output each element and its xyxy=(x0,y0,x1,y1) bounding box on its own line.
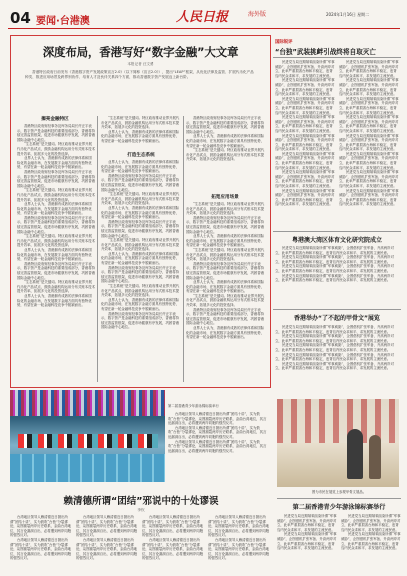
lower-col-4: 台湾地区领导人赖清德近日抛出所谓“团结十讲”，实为鼓吹“台独”分裂谬论，妄图割裂两岸历史联系，歪曲台湾地位，其言论漏洞百出，必将遭到两岸同胞的强烈反对。 台湾地区领导人赖清德近日抛出所谓“团结十讲”，实为鼓吹“台独”分裂谬论，妄图割裂两岸历史联系，歪曲台湾地位，其言论漏洞百出，必将遭到两岸同胞的强烈反对。 xyxy=(208,515,270,561)
section-title-1: 擦亮金融特区 xyxy=(41,117,69,122)
pool-water xyxy=(10,454,165,482)
swim-caption-body: 台湾地区领导人赖清德近日抛出所谓“团结十讲”，实为鼓吹“台独”分裂谬论，妄图割裂两岸历史联系，歪曲台湾地位，其言论漏洞百出，必将遭到两岸同胞的强烈反对。 台湾地区领导人赖清德近日抛出所谓“团结十讲”，实为鼓吹“台独”分裂谬论，妄图割裂两岸历史联系，歪曲台湾地位，其言论漏洞百出，必将遭到两岸同胞的强烈反对。 台湾地区领导人赖清德近日抛出所谓“团结十讲”，实为鼓吹“台独”分裂谬论，妄图割裂两岸历史联系，歪曲台湾地位，其言论漏洞百出，必将遭到两岸同胞的强烈反对。 xyxy=(168,412,267,453)
lead-column-3b: “生态系统”是关键词。特区政府推动业界开展代币化产品试点，鼓励金融机构运用分布式账本技术提升效率，拓展多元化的投资选择。 香港特区政府财经事务及库务局局长许正宇表示，数字资产是金融科技的重要组成部分，香港将持续完善监管框架，促进市场健康有序发展，巩固香港国际金融中心地位。 业界人士认为，香港拥有成熟的法律体系和国际化的金融市场，在发展数字金融方面具有独特优势，有望在新一轮金融科技竞争中脱颖而出。 “生态系统”是关键词。特区政府推动业界开展代币化产品试点，鼓励金融机构运用分布式账本技术提升效率，拓展多元化的投资选择。 香港特区政府财经事务及库务局局长许正宇表示，数字资产是金融科技的重要组成部分，香港将持续完善监管框架，促进市场健康有序发展，巩固香港国际金融中心地位。 业界人士认为，香港拥有成熟的法律体系和国际化的金融市场，在发展数字金融方面具有独特优势，有望在新一轮金融科技竞争中脱颖而出。 “生态系统”是关键词。特区政府推动业界开展代币化产品试点，鼓励金融机构运用分布式账本技术提升效率，拓展多元化的投资选择。 香港特区政府财经事务及库务局局长许正宇表示，数字资产是金融科技的重要组成部分，香港将持续完善监管框架，促进市场健康有序发展，巩固香港国际金融中心地位。 业界人士认为，香港拥有成熟的法律体系和国际化的金融市场，在发展数字金融方面具有独特优势，有望在新一轮金融科技竞争中脱颖而出。 xyxy=(186,202,265,340)
lead-column-3: 香港特区政府财经事务及库务局局长许正宇表示，数字资产是金融科技的重要组成部分，香港将持续完善监管框架，促进市场健康有序发展，巩固香港国际金融中心地位。 业界人士认为，香港拥有成熟的法律体系和国际化的金融市场，在发展数字金融方面具有独特优势，有望在新一轮金融科技竞争中脱颖而出。 “生态系统”是关键词。特区政府推动业界开展代币化产品试点，鼓励金融机构运用分布式账本技术提升效率，拓展多元化的投资选择。 xyxy=(186,116,265,162)
lead-story-box xyxy=(10,35,271,388)
sidebar-rule-2 xyxy=(273,231,401,232)
swim-photo-caption: 第二届香港青少年游泳锦标赛举行 xyxy=(168,404,219,408)
exhibition-caption: 图为市民在展览上参观甲骨文展品。 xyxy=(311,490,367,494)
lead-intro: 香港特区政府日前发布《香港数字资产发展政策宣言2.0》（以下简称《宣言2.0》），提出“LEAP”框架，从优化法律及监管、扩展代币化产品种类、推进应用场景及跨界别协作、培育人才及伙伴关系四个方面，推动香港数字资产发展迈上新台阶。 xyxy=(25,70,254,80)
sidebar-headline-3: 香港举办“了不起的甲骨文”展览 xyxy=(294,315,380,322)
swimmers-row xyxy=(18,434,158,448)
sidebar-headline-2: 粤港澳大湾区体育文化研究院成立 xyxy=(291,237,382,244)
page-number: 04 xyxy=(10,9,31,27)
section-name: 要闻·台港澳 xyxy=(36,16,90,27)
lead-column-1: 香港特区政府财经事务及库务局局长许正宇表示，数字资产是金融科技的重要组成部分，香港将持续完善监管框架，促进市场健康有序发展，巩固香港国际金融中心地位。 “生态系统”是关键词。特区政府推动业界开展代币化产品试点，鼓励金融机构运用分布式账本技术提升效率，拓展多元化的投资选择。 业界人士认为，香港拥有成熟的法律体系和国际化的金融市场，在发展数字金融方面具有独特优势，有望在新一轮金融科技竞争中脱颖而出。 香港特区政府财经事务及库务局局长许正宇表示，数字资产是金融科技的重要组成部分，香港将持续完善监管框架，促进市场健康有序发展，巩固香港国际金融中心地位。 “生态系统”是关键词。特区政府推动业界开展代币化产品试点，鼓励金融机构运用分布式账本技术提升效率，拓展多元化的投资选择。 业界人士认为，香港拥有成熟的法律体系和国际化的金融市场，在发展数字金融方面具有独特优势，有望在新一轮金融科技竞争中脱颖而出。 香港特区政府财经事务及库务局局长许正宇表示，数字资产是金融科技的重要组成部分，香港将持续完善监管框架，促进市场健康有序发展，巩固香港国际金融中心地位。 “生态系统”是关键词。特区政府推动业界开展代币化产品试点，鼓励金融机构运用分布式账本技术提升效率，拓展多元化的投资选择。 业界人士认为，香港拥有成熟的法律体系和国际化的金融市场，在发展数字金融方面具有独特优势，有望在新一轮金融科技竞争中脱颖而出。 香港特区政府财经事务及库务局局长许正宇表示，数字资产是金融科技的重要组成部分，香港将持续完善监管框架，促进市场健康有序发展，巩固香港国际金融中心地位。 “生态系统”是关键词。特区政府推动业界开展代币化产品试点，鼓励金融机构运用分布式账本技术提升效率，拓展多元化的投资选择。 业界人士认为，香港拥有成熟的法律体系和国际化的金融市场，在发展数字金融方面具有独特优势，有望在新一轮金融科技竞争中脱颖而出。 xyxy=(17,124,95,308)
bottom-right-body-2: 民进党当局近期频频渲染所谓“军事威胁”，企图借机扩张军备、升高两岸对立，此举严重损害台海和平稳定，违背岛内民众求和平、求发展的主流民意。 民进党当局近期频频渲染所谓“军事威胁”，企图借机扩张军备、升高两岸对立，此举严重损害台海和平稳定，违背岛内民众求和平、求发展的主流民意。 xyxy=(341,514,401,551)
sidebar-rule-3 xyxy=(273,309,401,310)
exhibition-photo xyxy=(277,399,399,487)
lead-headline: 深度布局，香港写好“数字金融”大文章 xyxy=(42,45,239,59)
sidebar-body-col-2: 民进党当局近期频频渲染所谓“军事威胁”，企图借机扩张军备、升高两岸对立，此举严重损害台海和平稳定，违背岛内民众求和平、求发展的主流民意。 民进党当局近期频频渲染所谓“军事威胁”，企图借机扩张军备、升高两岸对立，此举严重损害台海和平稳定，违背岛内民众求和平、求发展的主流民意。 民进党当局近期频频渲染所谓“军事威胁”，企图借机扩张军备、升高两岸对立，此举严重损害台海和平稳定，违背岛内民众求和平、求发展的主流民意。 民进党当局近期频频渲染所谓“军事威胁”，企图借机扩张军备、升高两岸对立，此举严重损害台海和平稳定，违背岛内民众求和平、求发展的主流民意。 民进党当局近期频频渲染所谓“军事威胁”，企图借机扩张军备、升高两岸对立，此举严重损害台海和平稳定，违背岛内民众求和平、求发展的主流民意。 民进党当局近期频频渲染所谓“军事威胁”，企图借机扩张军备、升高两岸对立，此举严重损害台海和平稳定，违背岛内民众求和平、求发展的主流民意。 民进党当局近期频频渲染所谓“军事威胁”，企图借机扩张军备、升高两岸对立，此举严重损害台海和平稳定，违背岛内民众求和平、求发展的主流民意。 民进党当局近期频频渲染所谓“军事威胁”，企图借机扩张军备、升高两岸对立，此举严重损害台海和平稳定，违背岛内民众求和平、求发展的主流民意。 xyxy=(339,60,399,207)
masthead xyxy=(8,6,400,28)
sidebar-body-2: 民进党当局近期频频渲染所谓“军事威胁”，企图借机扩张军备、升高两岸对立，此举严重损害台海和平稳定，违背岛内民众求和平、求发展的主流民意。 民进党当局近期频频渲染所谓“军事威胁”，企图借机扩张军备、升高两岸对立，此举严重损害台海和平稳定，违背岛内民众求和平、求发展的主流民意。 民进党当局近期频频渲染所谓“军事威胁”，企图借机扩张军备、升高两岸对立，此举严重损害台海和平稳定，违背岛内民众求和平、求发展的主流民意。 民进党当局近期频频渲染所谓“军事威胁”，企图借机扩张军备、升高两岸对立，此举严重损害台海和平稳定，违背岛内民众求和平、求发展的主流民意。 xyxy=(275,246,394,283)
lead-byline: 本报记者 汪文勇 xyxy=(127,62,154,66)
sidebar-rule-1 xyxy=(273,57,401,58)
visitor-figure-2 xyxy=(369,435,381,479)
bottom-right-rule xyxy=(277,498,401,499)
section-title-3: 拓宽应用场景 xyxy=(211,195,239,200)
column-rule-1 xyxy=(97,116,98,382)
section-title-2: 打造生态系统 xyxy=(127,153,155,158)
exhibition-wall xyxy=(277,399,399,443)
bottom-right-headline: 第二届香港青少年游泳锦标赛举行 xyxy=(292,504,386,511)
lower-headline: 赖清德所谓“团结”邪说中的十处谬误 xyxy=(63,496,219,507)
visitor-figure xyxy=(347,429,363,479)
paper-name: 人民日报 xyxy=(176,10,229,25)
sidebar-column-tag: 国际锐评 xyxy=(275,40,293,45)
swim-photo xyxy=(10,390,165,482)
stands xyxy=(10,390,165,416)
sidebar-headline: “台独”武装挑衅引战终将自取灭亡 xyxy=(275,48,376,56)
lead-column-2b: 业界人士认为，香港拥有成熟的法律体系和国际化的金融市场，在发展数字金融方面具有独特优势，有望在新一轮金融科技竞争中脱颖而出。 香港特区政府财经事务及库务局局长许正宇表示，数字资产是金融科技的重要组成部分，香港将持续完善监管框架，促进市场健康有序发展，巩固香港国际金融中心地位。 “生态系统”是关键词。特区政府推动业界开展代币化产品试点，鼓励金融机构运用分布式账本技术提升效率，拓展多元化的投资选择。 业界人士认为，香港拥有成熟的法律体系和国际化的金融市场，在发展数字金融方面具有独特优势，有望在新一轮金融科技竞争中脱颖而出。 香港特区政府财经事务及库务局局长许正宇表示，数字资产是金融科技的重要组成部分，香港将持续完善监管框架，促进市场健康有序发展，巩固香港国际金融中心地位。 “生态系统”是关键词。特区政府推动业界开展代币化产品试点，鼓励金融机构运用分布式账本技术提升效率，拓展多元化的投资选择。 业界人士认为，香港拥有成熟的法律体系和国际化的金融市场，在发展数字金融方面具有独特优势，有望在新一轮金融科技竞争中脱颖而出。 香港特区政府财经事务及库务局局长许正宇表示，数字资产是金融科技的重要组成部分，香港将持续完善监管框架，促进市场健康有序发展，巩固香港国际金融中心地位。 “生态系统”是关键词。特区政府推动业界开展代币化产品试点，鼓励金融机构运用分布式账本技术提升效率，拓展多元化的投资选择。 业界人士认为，香港拥有成熟的法律体系和国际化的金融市场，在发展数字金融方面具有独特优势，有望在新一轮金融科技竞争中脱颖而出。 香港特区政府财经事务及库务局局长许正宇表示，数字资产是金融科技的重要组成部分，香港将持续完善监管框架，促进市场健康有序发展，巩固香港国际金融中心地位。 xyxy=(101,160,180,330)
lower-byline: 李钦 xyxy=(137,508,145,512)
lower-col-2: 台湾地区领导人赖清德近日抛出所谓“团结十讲”，实为鼓吹“台独”分裂谬论，妄图割裂两岸历史联系，歪曲台湾地位，其言论漏洞百出，必将遭到两岸同胞的强烈反对。 台湾地区领导人赖清德近日抛出所谓“团结十讲”，实为鼓吹“台独”分裂谬论，妄图割裂两岸历史联系，歪曲台湾地位，其言论漏洞百出，必将遭到两岸同胞的强烈反对。 xyxy=(76,515,138,561)
sidebar xyxy=(273,35,401,455)
sidebar-body-col-1: 民进党当局近期频频渲染所谓“军事威胁”，企图借机扩张军备、升高两岸对立，此举严重损害台海和平稳定，违背岛内民众求和平、求发展的主流民意。 民进党当局近期频频渲染所谓“军事威胁”，企图借机扩张军备、升高两岸对立，此举严重损害台海和平稳定，违背岛内民众求和平、求发展的主流民意。 民进党当局近期频频渲染所谓“军事威胁”，企图借机扩张军备、升高两岸对立，此举严重损害台海和平稳定，违背岛内民众求和平、求发展的主流民意。 民进党当局近期频频渲染所谓“军事威胁”，企图借机扩张军备、升高两岸对立，此举严重损害台海和平稳定，违背岛内民众求和平、求发展的主流民意。 民进党当局近期频频渲染所谓“军事威胁”，企图借机扩张军备、升高两岸对立，此举严重损害台海和平稳定，违背岛内民众求和平、求发展的主流民意。 民进党当局近期频频渲染所谓“军事威胁”，企图借机扩张军备、升高两岸对立，此举严重损害台海和平稳定，违背岛内民众求和平、求发展的主流民意。 民进党当局近期频频渲染所谓“军事威胁”，企图借机扩张军备、升高两岸对立，此举严重损害台海和平稳定，违背岛内民众求和平、求发展的主流民意。 民进党当局近期频频渲染所谓“军事威胁”，企图借机扩张军备、升高两岸对立，此举严重损害台海和平稳定，违背岛内民众求和平、求发展的主流民意。 xyxy=(275,60,335,207)
date-line: 2024年1月16日 星期二 xyxy=(326,12,370,17)
edition-label: 海外版 xyxy=(248,11,267,18)
lower-col-1: 台湾地区领导人赖清德近日抛出所谓“团结十讲”，实为鼓吹“台独”分裂谬论，妄图割裂两岸历史联系，歪曲台湾地位，其言论漏洞百出，必将遭到两岸同胞的强烈反对。 台湾地区领导人赖清德近日抛出所谓“团结十讲”，实为鼓吹“台独”分裂谬论，妄图割裂两岸历史联系，歪曲台湾地位，其言论漏洞百出，必将遭到两岸同胞的强烈反对。 xyxy=(10,515,72,561)
sidebar-body-3: 民进党当局近期频频渲染所谓“军事威胁”，企图借机扩张军备、升高两岸对立，此举严重损害台海和平稳定，违背岛内民众求和平、求发展的主流民意。 民进党当局近期频频渲染所谓“军事威胁”，企图借机扩张军备、升高两岸对立，此举严重损害台海和平稳定，违背岛内民众求和平、求发展的主流民意。 民进党当局近期频频渲染所谓“军事威胁”，企图借机扩张军备、升高两岸对立，此举严重损害台海和平稳定，违背岛内民众求和平、求发展的主流民意。 民进党当局近期频频渲染所谓“军事威胁”，企图借机扩张军备、升高两岸对立，此举严重损害台海和平稳定，违背岛内民众求和平、求发展的主流民意。 民进党当局近期频频渲染所谓“军事威胁”，企图借机扩张军备、升高两岸对立，此举严重损害台海和平稳定，违背岛内民众求和平、求发展的主流民意。 xyxy=(275,325,394,371)
masthead-rule xyxy=(8,28,400,29)
lead-column-2: “生态系统”是关键词。特区政府推动业界开展代币化产品试点，鼓励金融机构运用分布式账本技术提升效率，拓展多元化的投资选择。 业界人士认为，香港拥有成熟的法律体系和国际化的金融市场，在发展数字金融方面具有独特优势，有望在新一轮金融科技竞争中脱颖而出。 xyxy=(101,116,180,143)
bottom-right-body-1: 民进党当局近期频频渲染所谓“军事威胁”，企图借机扩张军备、升高两岸对立，此举严重损害台海和平稳定，违背岛内民众求和平、求发展的主流民意。 民进党当局近期频频渲染所谓“军事威胁”，企图借机扩张军备、升高两岸对立，此举严重损害台海和平稳定，违背岛内民众求和平、求发展的主流民意。 xyxy=(277,514,337,551)
column-rule-2 xyxy=(183,116,184,382)
lower-col-3: 台湾地区领导人赖清德近日抛出所谓“团结十讲”，实为鼓吹“台独”分裂谬论，妄图割裂两岸历史联系，歪曲台湾地位，其言论漏洞百出，必将遭到两岸同胞的强烈反对。 台湾地区领导人赖清德近日抛出所谓“团结十讲”，实为鼓吹“台独”分裂谬论，妄图割裂两岸历史联系，歪曲台湾地位，其言论漏洞百出，必将遭到两岸同胞的强烈反对。 xyxy=(142,515,204,561)
